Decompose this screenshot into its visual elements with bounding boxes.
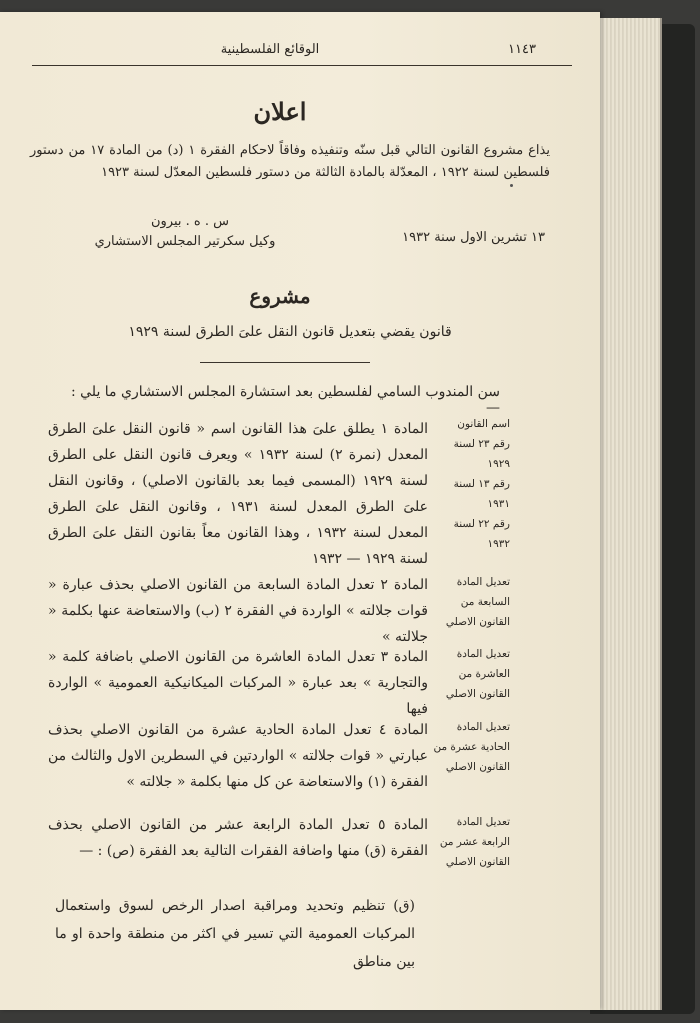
signature-name: س . ه . بيرون [150,214,229,229]
margin-note-article-3: تعديل المادة العاشرة من القانون الاصلي [445,648,510,700]
margin-note-article-4: تعديل المادة الحادية عشرة من القانون الاصلي [433,721,510,773]
article-1-text: المادة ١ يطلق علىَ هذا القانون اسم « قانون النقل علىَ الطرق المعدل (نمرة ٢) لسنة ١٩٣٢ » ويعرف قانون النقل على الطرق لسنة ١٩٢٩ (المسمى فيما بعد بالقانون الاصلي) ، وقانون النقل علىَ الطرق المعدل لسنة ١٩٣١ ، وقانون النقل علىَ الطرق المعدل لسنة ١٩٣٢ ، وهذا القانون معاً بقانون النقل علىَ الطرق لسنة ١٩٢٩ — ١٩٣٢ [48,421,429,567]
article-4-text: المادة ٤ تعدل المادة الحادية عشرة من القانون الاصلي بحذف عبارتي « قوات جلالته » الواردتين في السطرين الاول والثالث من الفقرة (١) والاستعاضة عن كل منها بكلمة « جلالته » [48,722,428,790]
article-5-text: المادة ٥ تعدل المادة الرابعة عشر من القانون الاصلي بحذف الفقرة (ق) منها واضافة الفقرات التالية بعد الفقرة (ص) : — [48,817,428,859]
signature-role: وكيل سكرتير المجلس الاستشاري [94,234,276,249]
paragraph-q: (ق) تنظيم وتحديد ومراقبة اصدار الرخص لسوق واستعمال المركبات العمومية التي تسير في اكثر من منطقة واحدة او ما بين مناطق [55,898,415,970]
running-header-title: الوقائع الفلسطينية [220,42,320,57]
article-3-text: المادة ٣ تعدل المادة العاشرة من القانون الاصلي باضافة كلمة « والتجارية » بعد عبارة « المركبات الميكانيكية العمومية » الواردة فيها [48,649,428,717]
announcement-intro: يذاع مشروع القانون التالي قبل سنّه وتنفيذه وفاقاً لاحكام الفقرة ١ (د) من المادة ١٧ من دستور فلسطين لسنة ١٩٢٢ ، المعدّلة بالمادة الثالثة من دستور فلسطين المعدّل لسنة ١٩٢٣ [30,143,550,180]
page-number: ١١٤٣ [508,42,536,57]
bill-title: مشروع [249,284,311,308]
ink-dot [510,184,513,187]
bill-subtitle: قانون يقضي بتعديل قانون النقل علىَ الطرق لسنة ١٩٢٩ [128,324,452,340]
section-rule [200,362,370,363]
margin-note-article-2: تعديل المادة السابعة من القانون الاصلي [445,576,510,628]
announcement-date: ١٣ تشرين الاول سنة ١٩٣٢ [402,230,545,245]
document-page [0,12,600,1010]
margin-note-article-5: تعديل المادة الرابعة عشر من القانون الاصلي [439,816,510,868]
article-2-text: المادة ٢ تعدل المادة السابعة من القانون الاصلي بحذف عبارة « قوات جلالته » الواردة في الفقرة ٢ (ب) والاستعاضة عنها بكلمة « جلالته » [48,577,428,645]
header-rule [32,65,572,66]
enacting-clause: سن المندوب السامي لفلسطين بعد استشارة المجلس الاستشاري ما يلي : — [70,384,500,416]
announcement-title: اعلان [253,97,307,126]
margin-note-article-1: اسم القانون رقم ٢٣ لسنة ١٩٢٩ رقم ١٣ لسنة ١٩٣١ رقم ٢٢ لسنة ١٩٣٢ [453,418,510,550]
